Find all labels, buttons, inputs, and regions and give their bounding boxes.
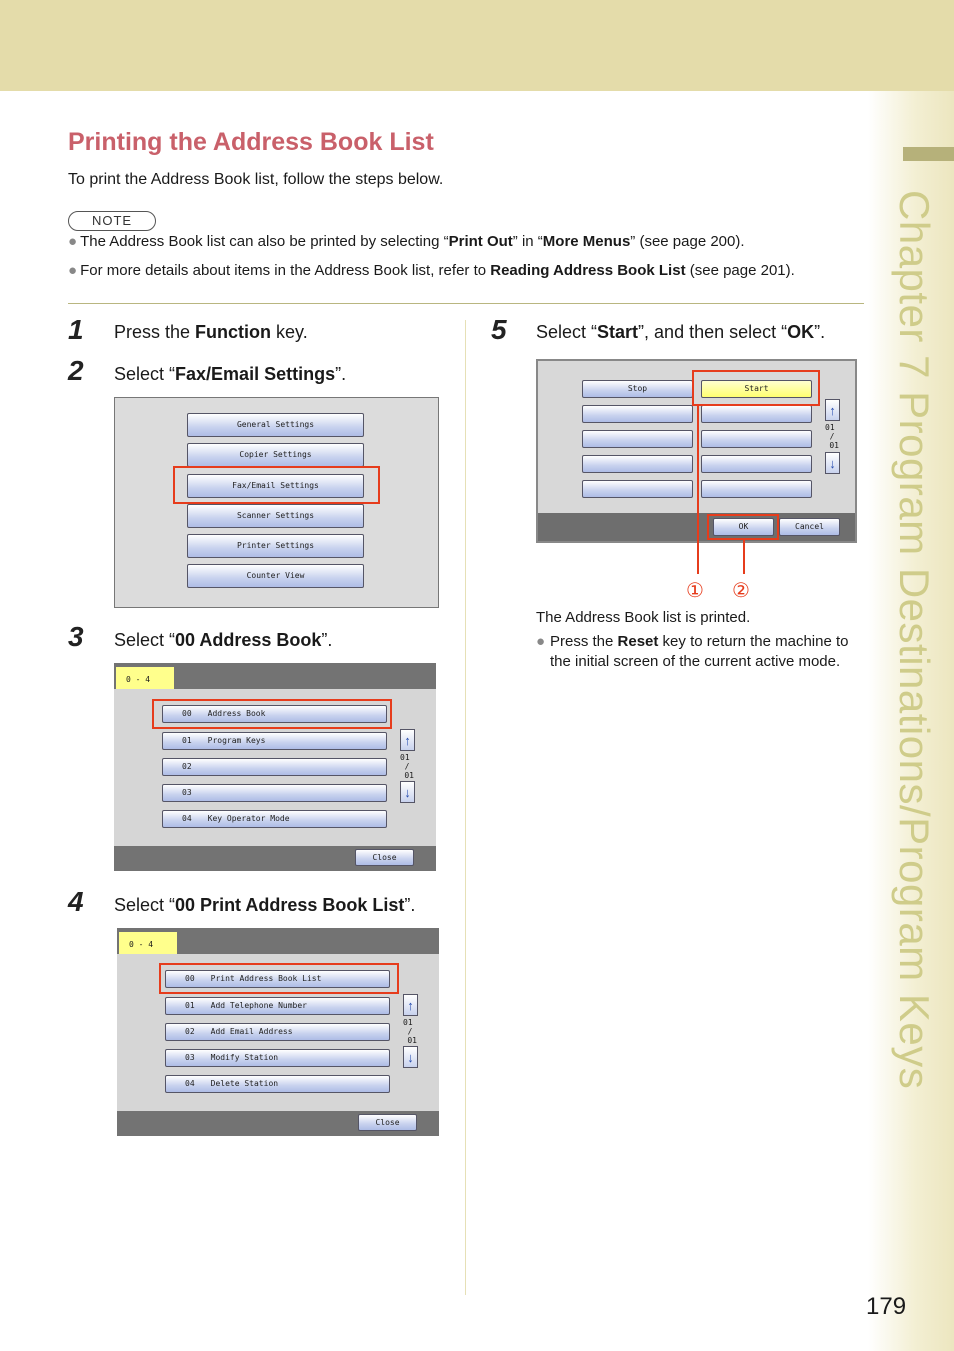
blank-button[interactable] [582, 480, 693, 498]
step-text: Select “Start”, and then select “OK”. [536, 322, 826, 342]
result-text: The Address Book list is printed. [536, 609, 751, 626]
note-item: ● The Address Book list can also be printed by selecting “Print Out” in “More Menus” (see page 200). [68, 233, 745, 250]
page-number: 179 [866, 1293, 907, 1320]
ok-button[interactable]: OK [713, 518, 774, 536]
step-number: 5 [491, 314, 507, 345]
header-band [0, 0, 954, 91]
screen-address-book [117, 928, 439, 1136]
screen-fax-email-settings [114, 663, 436, 871]
scroll-down-arrow-icon[interactable]: ↓ [400, 781, 415, 803]
bullet-icon: ● [68, 233, 78, 250]
printer-settings-button[interactable]: Printer Settings [187, 534, 364, 558]
intro-text: To print the Address Book list, follow the steps below. [68, 171, 444, 188]
callout-number: ① [686, 580, 704, 602]
tab-0-4[interactable]: 0 - 4 [119, 932, 177, 954]
scanner-settings-button[interactable]: Scanner Settings [187, 504, 364, 528]
step-number: 3 [68, 621, 84, 652]
list-item[interactable]: 00 Address Book [162, 705, 387, 723]
page-indicator: 01 / 01 [400, 753, 414, 780]
cancel-button[interactable]: Cancel [779, 518, 840, 536]
counter-view-button[interactable]: Counter View [187, 564, 364, 588]
step-text: Press the Function key. [114, 322, 308, 342]
selection-highlight [152, 699, 392, 729]
tab-0-4[interactable]: 0 - 4 [116, 667, 174, 689]
note-badge: NOTE [68, 211, 156, 231]
list-item[interactable]: 04 Delete Station [165, 1075, 390, 1093]
page-indicator: 01 / 01 [403, 1018, 417, 1045]
section-divider [68, 303, 864, 304]
step-text: Select “00 Address Book”. [114, 630, 333, 650]
blank-button[interactable] [701, 430, 812, 448]
selection-highlight [173, 466, 380, 504]
list-item[interactable]: 01 Program Keys [162, 732, 387, 750]
blank-button[interactable] [701, 455, 812, 473]
general-settings-button[interactable]: General Settings [187, 413, 364, 437]
step-number: 4 [68, 886, 84, 917]
blank-button[interactable] [582, 430, 693, 448]
list-item[interactable]: 01 Add Telephone Number [165, 997, 390, 1015]
list-item[interactable]: 02 [162, 758, 387, 776]
blank-button[interactable] [582, 405, 693, 423]
blank-button[interactable] [701, 480, 812, 498]
list-item[interactable]: 00 Print Address Book List [165, 970, 390, 988]
scroll-up-arrow-icon[interactable]: ↑ [825, 399, 840, 421]
bullet-icon: ● [536, 633, 546, 650]
scroll-up-arrow-icon[interactable]: ↑ [403, 994, 418, 1016]
blank-button[interactable] [582, 455, 693, 473]
blank-button[interactable] [701, 405, 812, 423]
step-number: 1 [68, 314, 84, 345]
list-item[interactable]: 04 Key Operator Mode [162, 810, 387, 828]
start-button[interactable]: Start [701, 380, 812, 398]
scroll-down-arrow-icon[interactable]: ↓ [825, 452, 840, 474]
close-button[interactable]: Close [355, 849, 414, 866]
note-item: ● For more details about items in the Address Book list, refer to Reading Address Book List (see page 201). [68, 262, 795, 279]
fax-email-settings-button[interactable]: Fax/Email Settings [187, 474, 364, 498]
scroll-up-arrow-icon[interactable]: ↑ [400, 729, 415, 751]
page-indicator: 01 / 01 [825, 423, 839, 450]
close-button[interactable]: Close [358, 1114, 417, 1131]
chapter-label: Chapter 7 Program Destinations/Program Keys [891, 190, 938, 1090]
callout-line [743, 540, 745, 574]
copier-settings-button[interactable]: Copier Settings [187, 443, 364, 467]
selection-highlight [692, 370, 820, 406]
selection-highlight [159, 963, 399, 994]
callout-line [697, 404, 699, 574]
list-item[interactable]: 03 Modify Station [165, 1049, 390, 1067]
section-title: Printing the Address Book List [68, 128, 434, 156]
stop-button[interactable]: Stop [582, 380, 693, 398]
screen-function-menu [114, 397, 439, 608]
chapter-tab-marker [903, 147, 954, 161]
step-text: Select “Fax/Email Settings”. [114, 364, 347, 384]
bullet-icon: ● [68, 262, 78, 279]
selection-highlight [707, 514, 779, 540]
callout-number: ② [732, 580, 750, 602]
step-text: Select “00 Print Address Book List”. [114, 895, 416, 915]
result-note: ● Press the Reset key to return the machine to the initial screen of the current active mode. [536, 633, 849, 670]
scroll-down-arrow-icon[interactable]: ↓ [403, 1046, 418, 1068]
list-item[interactable]: 02 Add Email Address [165, 1023, 390, 1041]
column-divider [465, 320, 466, 1295]
step-number: 2 [68, 355, 84, 386]
list-item[interactable]: 03 [162, 784, 387, 802]
